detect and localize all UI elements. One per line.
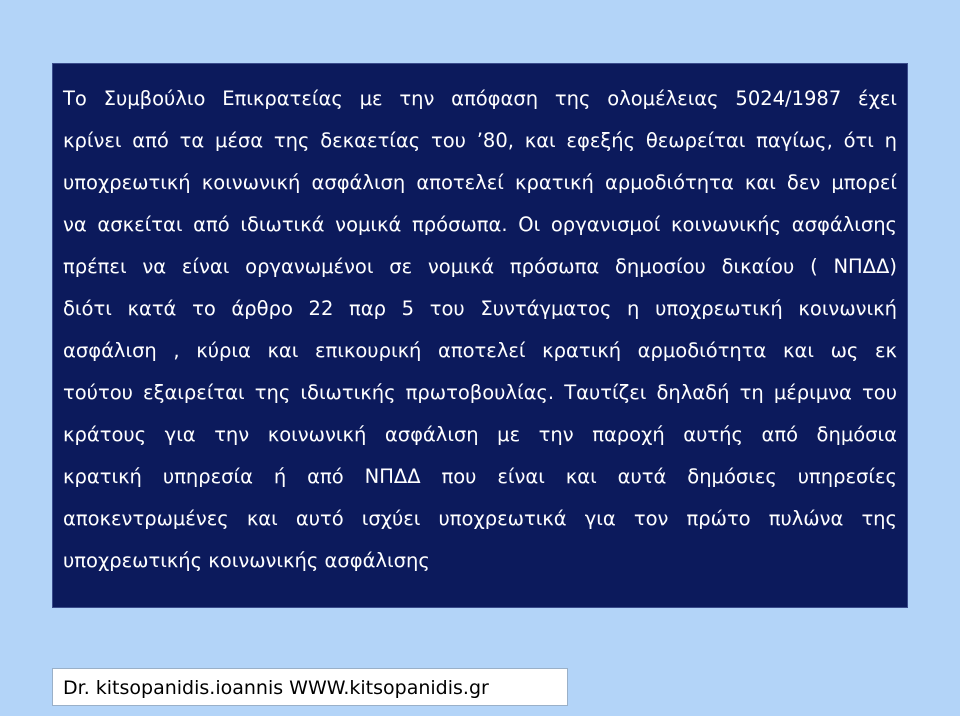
paragraph-line-3: υποχρεωτική κοινωνική ασφάλιση αποτελεί κρατική αρμοδιότητα και δεν μπορεί [63,171,897,194]
paragraph-line-6: διότι κατά το άρθρο 22 παρ 5 του Συντάγματος η υποχρεωτική κοινωνική [63,297,897,320]
paragraph-line-7: ασφάλιση , κύρια και επικουρική αποτελεί κρατική αρμοδιότητα και ως εκ [63,339,897,362]
paragraph-line-2: κρίνει από τα μέσα της δεκαετίας του ’80, και εφεξής θεωρείται παγίως, ότι η [63,129,897,152]
paragraph-line-5: πρέπει να είναι οργανωμένοι σε νομικά πρόσωπα δημοσίου δικαίου ( ΝΠΔΔ) [63,255,897,278]
paragraph-line-8: τούτου εξαιρείται της ιδιωτικής πρωτοβουλίας. Ταυτίζει δηλαδή τη μέριμνα του [63,381,897,404]
paragraph-line-10: κρατική υπηρεσία ή από ΝΠΔΔ που είναι και αυτά δημόσιες υπηρεσίες [63,465,897,488]
paragraph-line-1: Το Συμβούλιο Επικρατείας με την απόφαση της ολομέλειας 5024/1987 έχει [63,87,897,110]
paragraph-line-9: κράτους για την κοινωνική ασφάλιση με την παροχή αυτής από δημόσια [63,423,897,446]
footer-credit: Dr. kitsopanidis.ioannis WWW.kitsopanidis.gr [63,677,489,699]
paragraph-line-12: υποχρεωτικής κοινωνικής ασφάλισης [63,549,430,572]
paragraph-line-11: αποκεντρωμένες και αυτό ισχύει υποχρεωτικά για τον πρώτο πυλώνα της [63,507,897,530]
text-box [52,63,908,608]
footer-box [52,668,568,706]
paragraph-line-4: να ασκείται από ιδιωτικά νομικά πρόσωπα. Οι οργανισμοί κοινωνικής ασφάλισης [63,213,897,236]
